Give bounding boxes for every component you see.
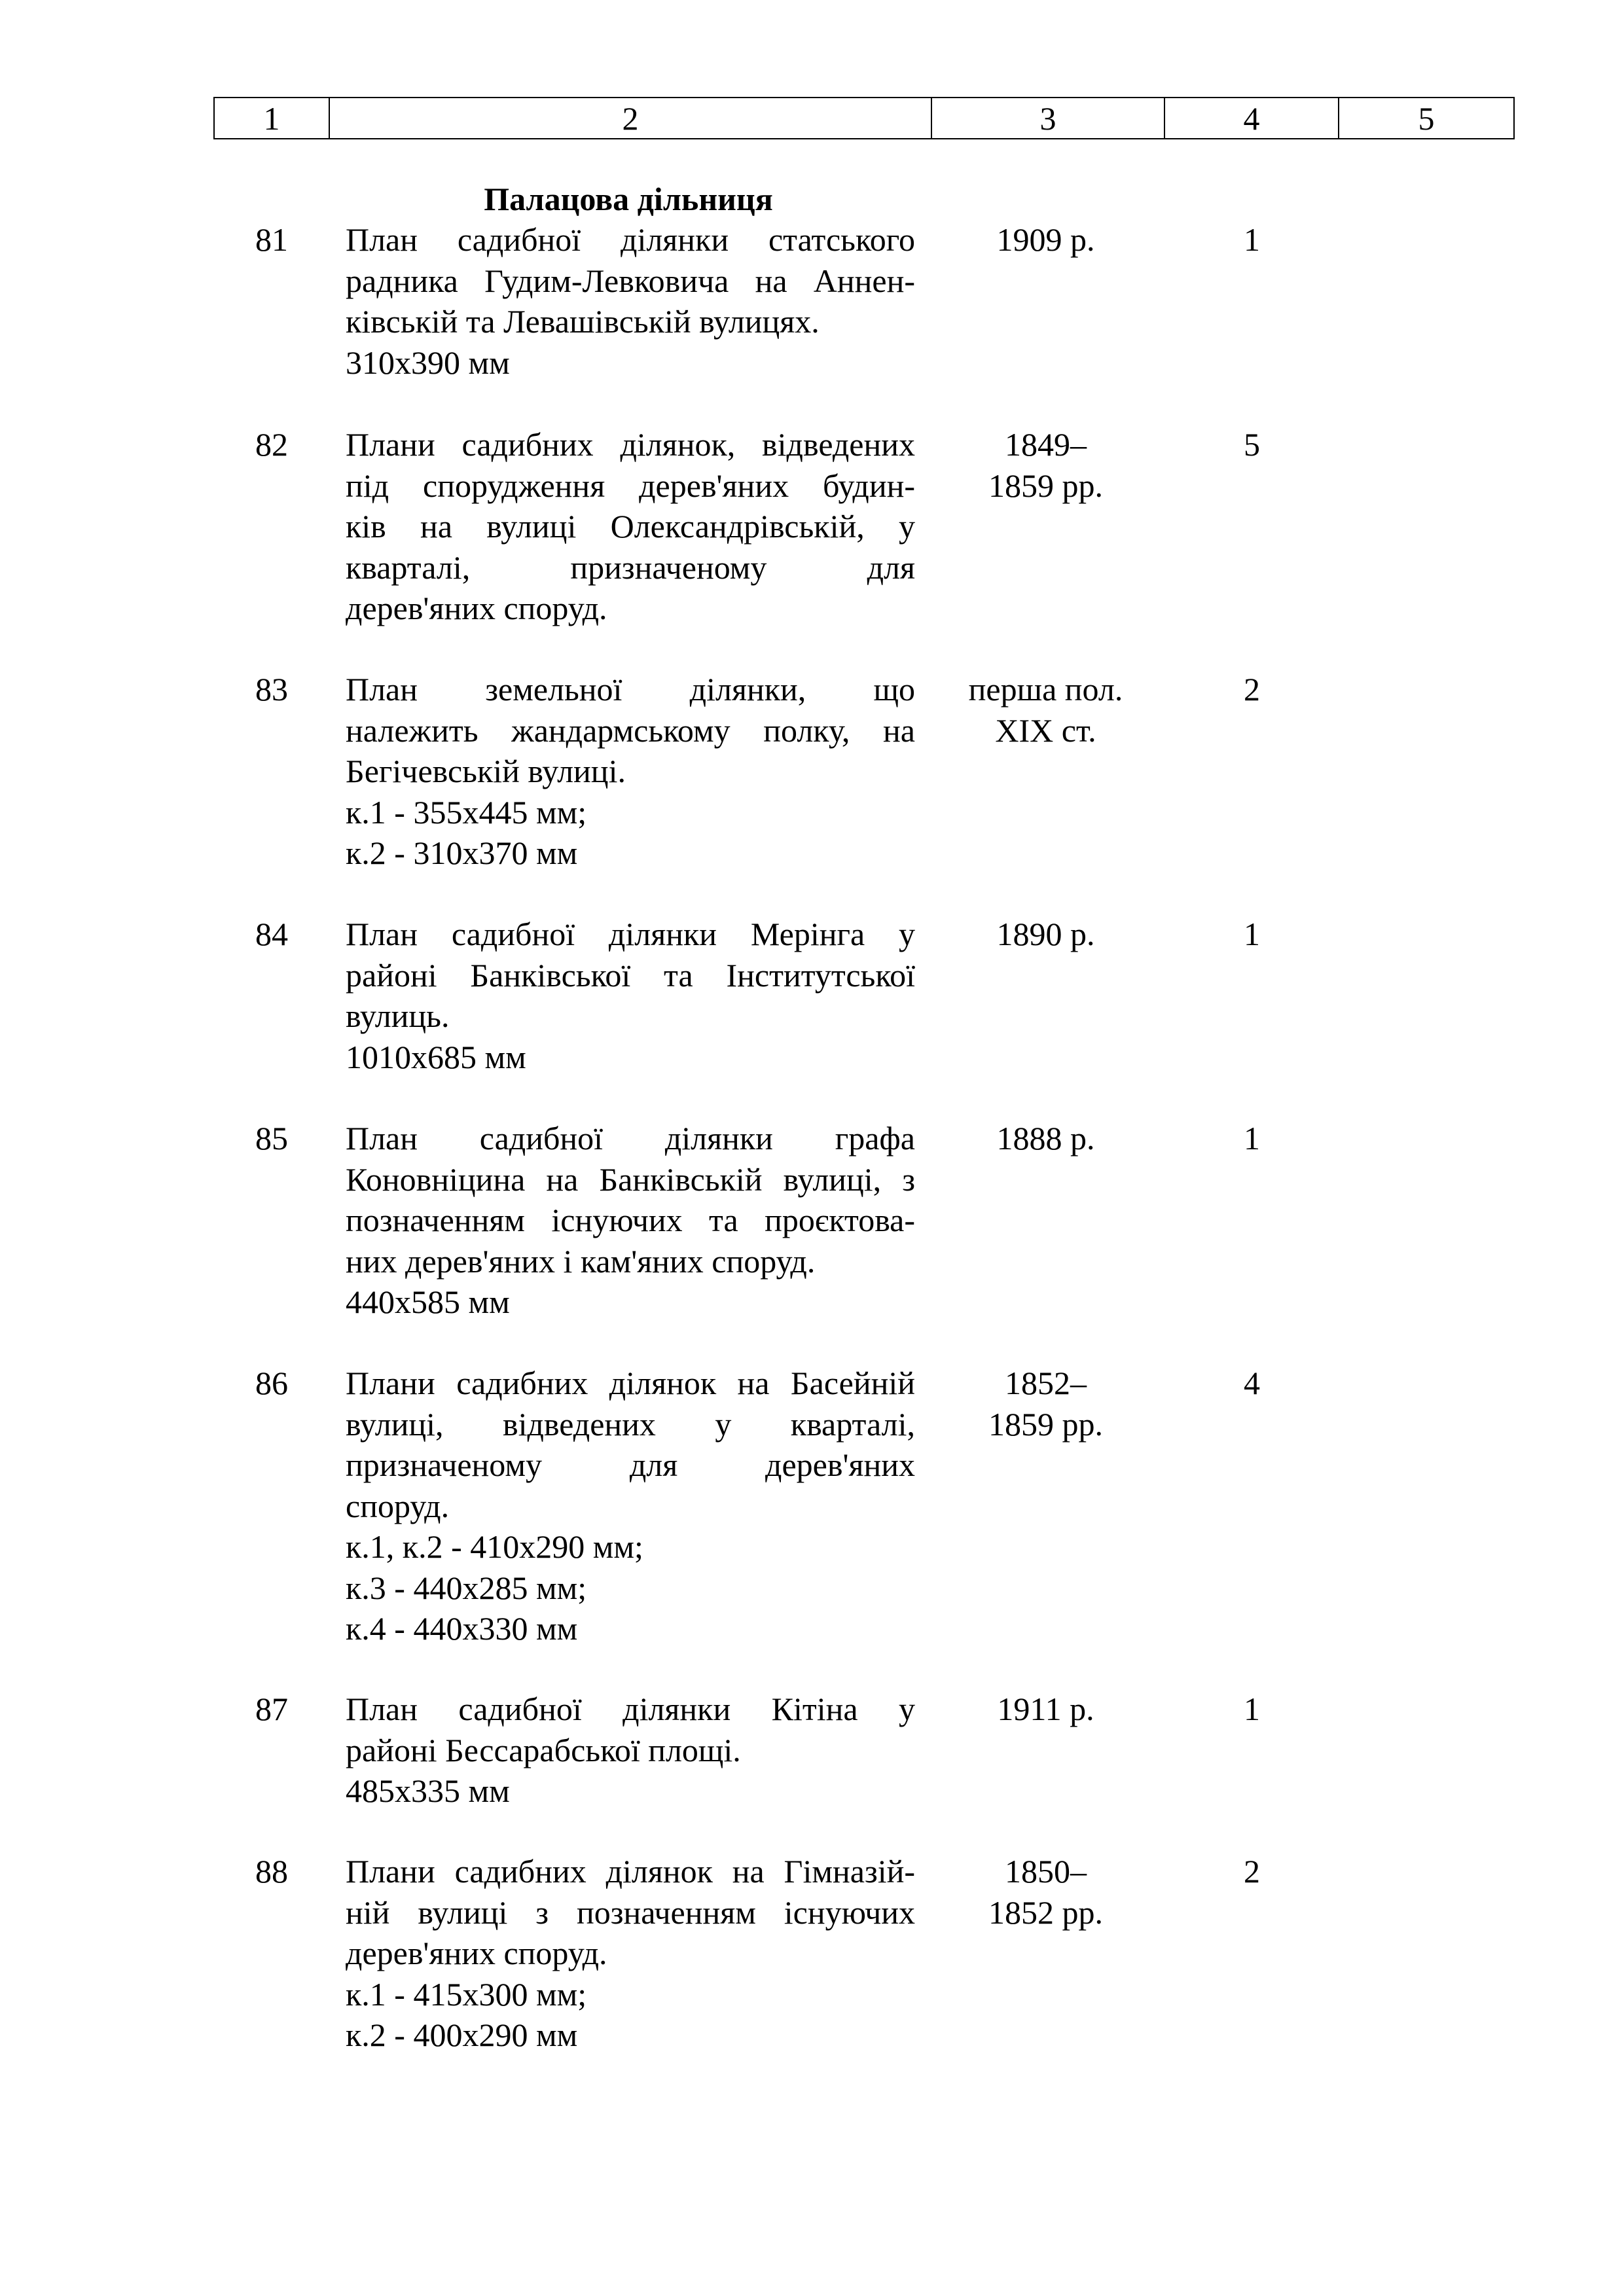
- description-line: районі Бессарабської площі.: [346, 1731, 741, 1768]
- entry-count: 5: [1244, 426, 1260, 463]
- date-line: 1852 рр.: [988, 1893, 1103, 1931]
- entry-description: [346, 1851, 915, 2056]
- description-line: План садибної ділянки Кітіна у: [346, 1691, 915, 1727]
- entry-dimensions: 440х585 мм: [346, 1283, 510, 1320]
- date-line: 1911 р.: [997, 1691, 1094, 1727]
- entry-dimensions: 1010х685 мм: [346, 1038, 526, 1075]
- header-col-2: 2: [329, 98, 931, 139]
- description-line: вулиці, відведених у кварталі,: [346, 1405, 915, 1443]
- header-col-3: 3: [931, 98, 1164, 139]
- description-line: дерев'яних споруд.: [346, 1935, 607, 1971]
- description-line: Бегічевській вулиці.: [346, 753, 626, 789]
- date-line: перша пол.: [968, 671, 1123, 708]
- entry-count: 2: [1244, 671, 1260, 708]
- entry-count: 1: [1244, 221, 1260, 258]
- header-col-4: 4: [1164, 98, 1339, 139]
- date-line: XIX ст.: [995, 711, 1096, 749]
- description-line: районі Банківської та Інститутської: [346, 956, 915, 994]
- entry-number: 86: [255, 1365, 288, 1401]
- description-line: радника Гудим-Левковича на Аннен-: [346, 262, 915, 299]
- entry-dimensions: 310х390 мм: [346, 344, 510, 381]
- section-title: Палацова дільниця: [484, 181, 773, 217]
- column-number-header: [213, 97, 1515, 139]
- entry-date: [929, 914, 1162, 955]
- date-line: 1852–: [1005, 1365, 1087, 1401]
- entry-date: [929, 1118, 1162, 1159]
- date-line: 1850–: [1005, 1853, 1087, 1890]
- entry-description: [346, 669, 915, 874]
- entry-date: [929, 1363, 1162, 1444]
- date-line: 1909 р.: [996, 221, 1095, 258]
- entry-number: 82: [255, 426, 288, 463]
- description-line: ків на вулиці Олександрівській, у: [346, 508, 915, 545]
- description-line: План садибної ділянки графа: [346, 1120, 915, 1157]
- entry-dimensions: 485х335 мм: [346, 1772, 510, 1809]
- date-line: 1888 р.: [996, 1120, 1095, 1157]
- description-line: План садибної ділянки Мерінга у: [346, 916, 915, 952]
- entry-date: [929, 1689, 1162, 1730]
- entry-number: 83: [255, 671, 288, 708]
- header-row: [214, 98, 1514, 139]
- description-line: позначенням існуючих та проєктова-: [346, 1202, 915, 1238]
- entry-dimensions: к.4 - 440х330 мм: [346, 1610, 578, 1647]
- entry-number: 88: [255, 1853, 288, 1890]
- date-line: 1890 р.: [996, 916, 1095, 952]
- header-col-5: 5: [1339, 98, 1514, 139]
- entry-number: 84: [255, 916, 288, 952]
- entry-count: 1: [1244, 1691, 1260, 1727]
- entry-dimensions: к.1 - 355х445 мм;: [346, 793, 587, 831]
- entry-dimensions: к.1 - 415х300 мм;: [346, 1975, 587, 2013]
- description-line: дерев'яних споруд.: [346, 590, 607, 626]
- date-line: 1859 рр.: [988, 467, 1103, 504]
- description-line: споруд.: [346, 1487, 450, 1524]
- entry-count: 4: [1244, 1365, 1260, 1401]
- description-line: План садибної ділянки статського: [346, 221, 915, 258]
- description-line: кварталі, призначеному для: [346, 548, 915, 586]
- entry-dimensions: к.3 - 440х285 мм;: [346, 1569, 587, 1606]
- description-line: належить жандармському полку, на: [346, 711, 915, 749]
- entry-date: [929, 219, 1162, 260]
- header-col-1: 1: [214, 98, 329, 139]
- entry-dimensions: к.2 - 310х370 мм: [346, 834, 578, 871]
- entry-count: 1: [1244, 1120, 1260, 1157]
- description-line: вулиць.: [346, 997, 450, 1034]
- date-line: 1849–: [1005, 426, 1087, 463]
- description-line: Плани садибних ділянок на Гімназій-: [346, 1853, 915, 1890]
- entry-description: [346, 424, 915, 629]
- date-line: 1859 рр.: [988, 1405, 1103, 1443]
- entry-number: 85: [255, 1120, 288, 1157]
- entry-dimensions: к.1, к.2 - 410х290 мм;: [346, 1528, 643, 1565]
- entry-count: 2: [1244, 1853, 1260, 1890]
- entry-number: 87: [255, 1691, 288, 1727]
- entry-description: [346, 1689, 915, 1812]
- entry-count: 1: [1244, 916, 1260, 952]
- entry-description: [346, 1118, 915, 1323]
- description-line: План земельної ділянки, що: [346, 671, 915, 708]
- entry-dimensions: к.2 - 400х290 мм: [346, 2017, 578, 2053]
- description-line: Плани садибних ділянок, відведених: [346, 426, 915, 463]
- entry-number: 81: [255, 221, 288, 258]
- entry-description: [346, 914, 915, 1077]
- entry-date: [929, 424, 1162, 506]
- description-line: Плани садибних ділянок на Басейній: [346, 1365, 915, 1401]
- entry-date: [929, 669, 1162, 751]
- description-line: Коновніцина на Банківській вулиці, з: [346, 1160, 915, 1198]
- description-line: них дерев'яних і кам'яних споруд.: [346, 1242, 816, 1280]
- description-line: ній вулиці з позначенням існуючих: [346, 1893, 915, 1931]
- entry-description: [346, 219, 915, 383]
- description-line: ківській та Левашівській вулицях.: [346, 303, 820, 340]
- description-line: під спорудження дерев'яних будин-: [346, 467, 915, 504]
- entry-date: [929, 1851, 1162, 1933]
- entry-description: [346, 1363, 915, 1649]
- description-line: призначеному для дерев'яних: [346, 1446, 915, 1483]
